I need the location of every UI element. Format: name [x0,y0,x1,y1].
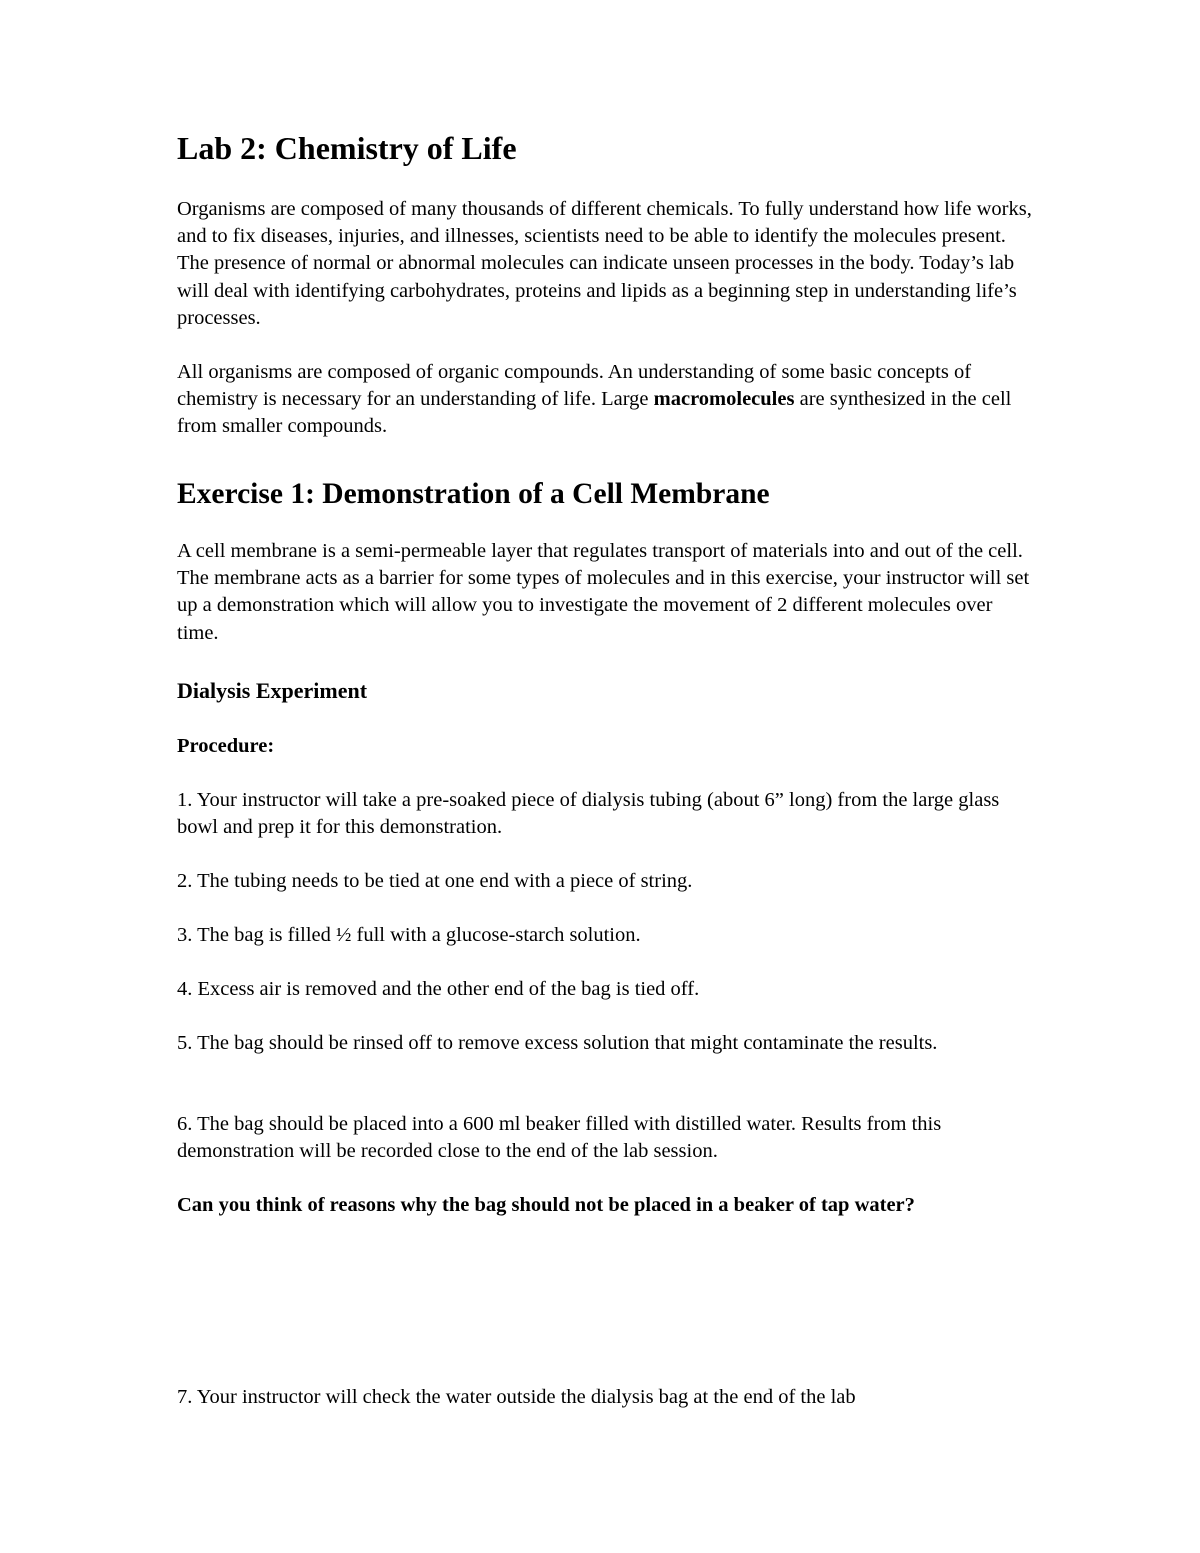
procedure-label: Procedure: [177,735,275,757]
intro-paragraph-2 [177,359,1037,441]
intro-paragraph-2-text-b: are synthesized in the cell from smaller compounds. [177,388,1012,438]
intro-paragraph-1: Organisms are composed of many thousands of different chemicals. To fully understand how life works, and to fix diseases, injuries, and illnesses, scientists need to be able to identify the molecules present. The presence of normal or abnormal molecules can indicate unseen processes in the body. Today’s lab will deal with identifying carbohydrates, proteins and lipids as a beginning step in understanding life’s processes. [177,198,1032,329]
macromolecules-term: macromolecules [653,388,795,411]
procedure-step-4: 4. Excess air is removed and the other end of the bag is tied off. [177,978,700,1000]
procedure-step-3: 3. The bag is filled ½ full with a glucose-starch solution. [177,924,641,946]
exercise-1-heading: Exercise 1: Demonstration of a Cell Membrane [177,478,770,510]
intro-paragraph-2-text-a: All organisms are composed of organic compounds. An understanding of some basic concepts of chemistry is necessary for an understanding of life. Large [177,361,972,411]
dialysis-experiment-heading: Dialysis Experiment [177,678,368,703]
exercise-1-description: A cell membrane is a semi-permeable layer that regulates transport of materials into and out of the cell. The membrane acts as a barrier for some types of molecules and in this exercise, your instructor will set up a demonstration which will allow you to investigate the movement of 2 different molecules over time. [177,540,1030,644]
procedure-step-2: 2. The tubing needs to be tied at one end with a piece of string. [177,870,693,892]
tap-water-question: Can you think of reasons why the bag should not be placed in a beaker of tap water? [177,1194,915,1216]
page-title: Lab 2: Chemistry of Life [177,130,517,166]
procedure-step-7: 7. Your instructor will check the water outside the dialysis bag at the end of the lab [177,1386,856,1408]
procedure-step-6: 6. The bag should be placed into a 600 ml beaker filled with distilled water. Results from this demonstration will be recorded close to the end of the lab session. [177,1113,942,1163]
procedure-step-5: 5. The bag should be rinsed off to remove excess solution that might contaminate the results. [177,1032,938,1054]
procedure-step-1: 1. Your instructor will take a pre-soaked piece of dialysis tubing (about 6” long) from the large glass bowl and prep it for this demonstration. [177,789,1000,839]
